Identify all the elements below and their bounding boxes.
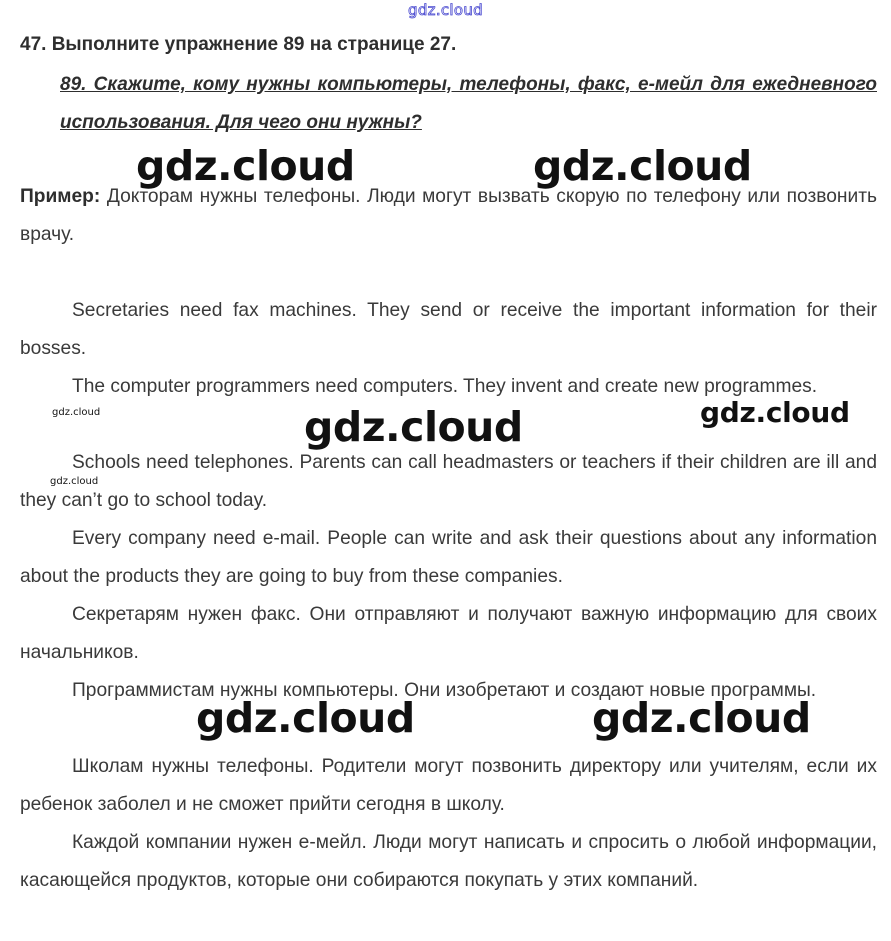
watermark: gdz.cloud [136,142,355,190]
watermark: gdz.cloud [533,142,752,190]
answer-paragraph-1: Secretaries need fax machines. They send or receive the important information for their bosses. [20,300,877,359]
watermark: gdz.cloud [196,694,415,742]
watermark: gdz.cloud [304,403,523,451]
answer-paragraph-2: The computer programmers need computers. They invent and create new programmes. [72,376,818,397]
answer-paragraph-5: Секретарям нужен факс. Они отправляют и получают важную информацию для своих начальников. [20,604,877,663]
exercise-heading: 47. Выполните упражнение 89 на странице 27. [20,34,457,55]
watermark-header: gdz.cloud [408,1,484,19]
watermark: gdz.cloud [50,476,99,487]
answer-paragraph-4: Every company need e-mail. People can write and ask their questions about any information about the products they are going to buy from these companies. [20,528,877,587]
answer-paragraph-8: Каждой компании нужен е-мейл. Люди могут написать и спросить о любой информации, касающейся продуктов, которые они собираются покупать у этих компаний. [20,832,877,891]
example-text: Докторам нужны телефоны. Люди могут вызвать скорую по телефону или позвонить врачу. [20,186,877,245]
answer-paragraph-7: Школам нужны телефоны. Родители могут позвонить директору или учителям, если их ребенок заболел и не сможет прийти сегодня в школу. [20,756,877,815]
answer-paragraph-3: Schools need telephones. Parents can call headmasters or teachers if their children are ill and they can’t go to school today. [20,452,877,511]
answer-paragraph-6: Программистам нужны компьютеры. Они изобретают и создают новые программы. [72,680,817,701]
watermark: gdz.cloud [592,694,811,742]
watermark: gdz.cloud [700,396,850,429]
task-statement: 89. Скажите, кому нужны компьютеры, телефоны, факс, е-мейл для ежедневного использования. Для чего они нужны? [60,74,877,133]
example-label: Пример: [20,186,101,207]
watermark: gdz.cloud [52,407,101,418]
